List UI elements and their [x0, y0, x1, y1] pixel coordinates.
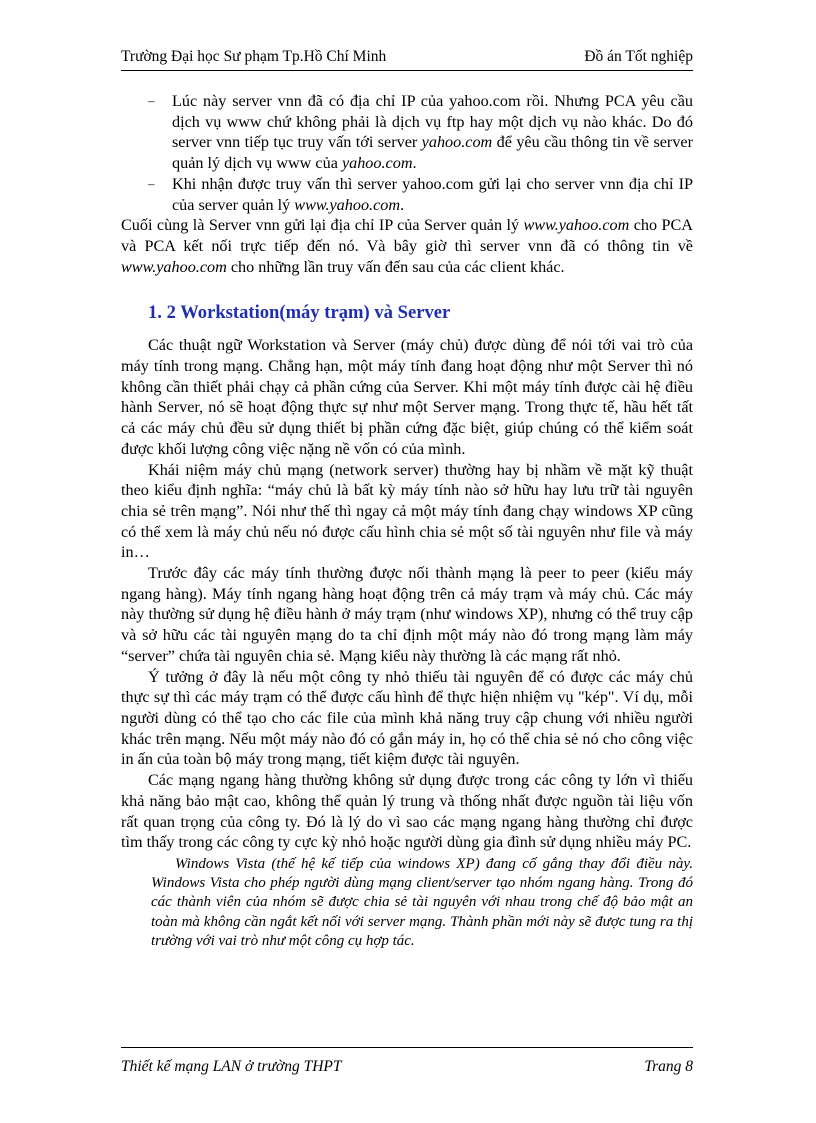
- page-header: [121, 46, 693, 71]
- bullet-dash: –: [148, 175, 155, 191]
- paragraph: Ý tưởng ở đây là nếu một công ty nhỏ thiếu tài nguyên để có được các máy chủ thực sự thì các máy trạm có thể được cấu hình để thực hiện nhiệm vụ "kép". Ví dụ, mỗi người dùng có thể tạo cho các file của mình khả năng truy cập chung với nhiều người khác trên mạng. Nếu một máy nào đó có gắn máy in, họ có thể chia sẻ nó cho công việc in ấn của toàn bộ máy trong mạng, tiết kiệm được tài nguyên.: [121, 667, 693, 769]
- emphasis: www.yahoo.com: [523, 216, 630, 235]
- paragraph: Các thuật ngữ Workstation và Server (máy chủ) được dùng để nói tới vai trò của máy tính trong mạng. Chẳng hạn, một máy tính đang hoạt động như một Server thì nó không cần thiết phải chạy cả phần cứng của Server. Khi một máy tính được cài hệ điều hành Server, nó sẽ hoạt động thực sự như một Server mạng. Trong thực tế, hầu hết tất cả các máy chủ đều sử dụng thiết bị phần cứng đặc biệt, giúp chúng có thể kiểm soát được khối lượng công việc nặng nề vốn có của mình.: [121, 336, 693, 458]
- italic-note: [121, 855, 693, 951]
- page-body: [121, 91, 693, 951]
- emphasis: www.yahoo.com: [294, 195, 401, 214]
- page-number: Trang 8: [644, 1058, 693, 1075]
- paragraph: Trước đây các máy tính thường được nối thành mạng là peer to peer (kiểu máy ngang hàng). Máy tính ngang hàng hoạt động trên cả máy trạm và máy chủ. Các máy này thường sử dụng hệ điều hành ở máy trạm (như windows XP), nhưng có thể truy cập và sở hữu các tài nguyên mạng do ta chỉ định một máy nào đó trong mạng làm máy “server” chứa tài nguyên chia sẻ. Mạng kiểu này thường là các mạng rất nhỏ.: [121, 564, 693, 665]
- header-doc-type: Đồ án Tốt nghiệp: [584, 48, 693, 65]
- header-school: Trường Đại học Sư phạm Tp.Hồ Chí Minh: [121, 48, 387, 65]
- emphasis: yahoo.com: [341, 154, 413, 173]
- bullet-item: – Lúc này server vnn đã có địa chỉ IP của yahoo.com rồi. Nhưng PCA yêu cầu dịch vụ www chứ không phải là dịch vụ ftp hay một dịch vụ nào khác. Do đó server vnn tiếp tục truy vấn tới server yahoo.com để yêu cầu thông tin về server quản lý dịch vụ www của yahoo.com.: [148, 92, 693, 173]
- footer-title: Thiết kế mạng LAN ở trường THPT: [121, 1058, 342, 1075]
- emphasis: yahoo.com: [421, 133, 493, 152]
- paragraph: Khái niệm máy chủ mạng (network server) thường hay bị nhầm về mặt kỹ thuật theo kiểu định nghĩa: “máy chủ là bất kỳ máy tính nào sở hữu hay lưu trữ tài nguyên chia sẻ trên mạng”. Nói như thế thì ngay cả một máy tính đang chạy windows XP cũng có thể xem là máy chủ nếu nó được cấu hình chia sẻ một số tài nguyên như file và máy in…: [121, 460, 693, 562]
- note-text: Windows Vista (thế hệ kế tiếp của windows XP) đang cố gắng thay đổi điều này. Windows Vista cho phép người dùng mạng client/server tạo nhóm ngang hàng. Trong đó các thành viên của nhóm sẽ được chia sẻ tài nguyên với nhau trong chế độ bảo mật an toàn mà không cần ngắt kết nối với server mạng. Thành phần mới này sẽ được tung ra thị trường với vai trò như một công cụ hợp tác.: [151, 855, 693, 949]
- bullet-item: – Khi nhận được truy vấn thì server yahoo.com gửi lại cho server vnn địa chỉ IP của server quản lý www.yahoo.com.: [148, 174, 693, 214]
- page-footer: [121, 1047, 693, 1075]
- emphasis: www.yahoo.com: [121, 257, 227, 276]
- paragraph: Các mạng ngang hàng thường không sử dụng được trong các công ty lớn vì thiếu khả năng bảo mật cao, không thể quản lý trung và thống nhất được nguồn tài liệu vốn rất quan trọng của công ty. Đó là lý do vì sao các mạng ngang hàng thường chỉ được tìm thấy trong các công ty cực kỳ nhỏ hoặc người dùng gia đình sử dụng nhiều máy PC.: [121, 771, 693, 852]
- bullet-dash: –: [148, 93, 155, 108]
- section-heading: 1. 2 Workstation(máy trạm) và Server: [148, 302, 451, 324]
- conclusion-paragraph: Cuối cùng là Server vnn gửi lại địa chỉ IP của Server quản lý www.yahoo.com cho PCA và PCA kết nối trực tiếp đến nó. Và bây giờ thì server vnn đã có thông tin về www.yahoo.com cho những lần truy vấn đến sau của các client khác.: [121, 216, 693, 276]
